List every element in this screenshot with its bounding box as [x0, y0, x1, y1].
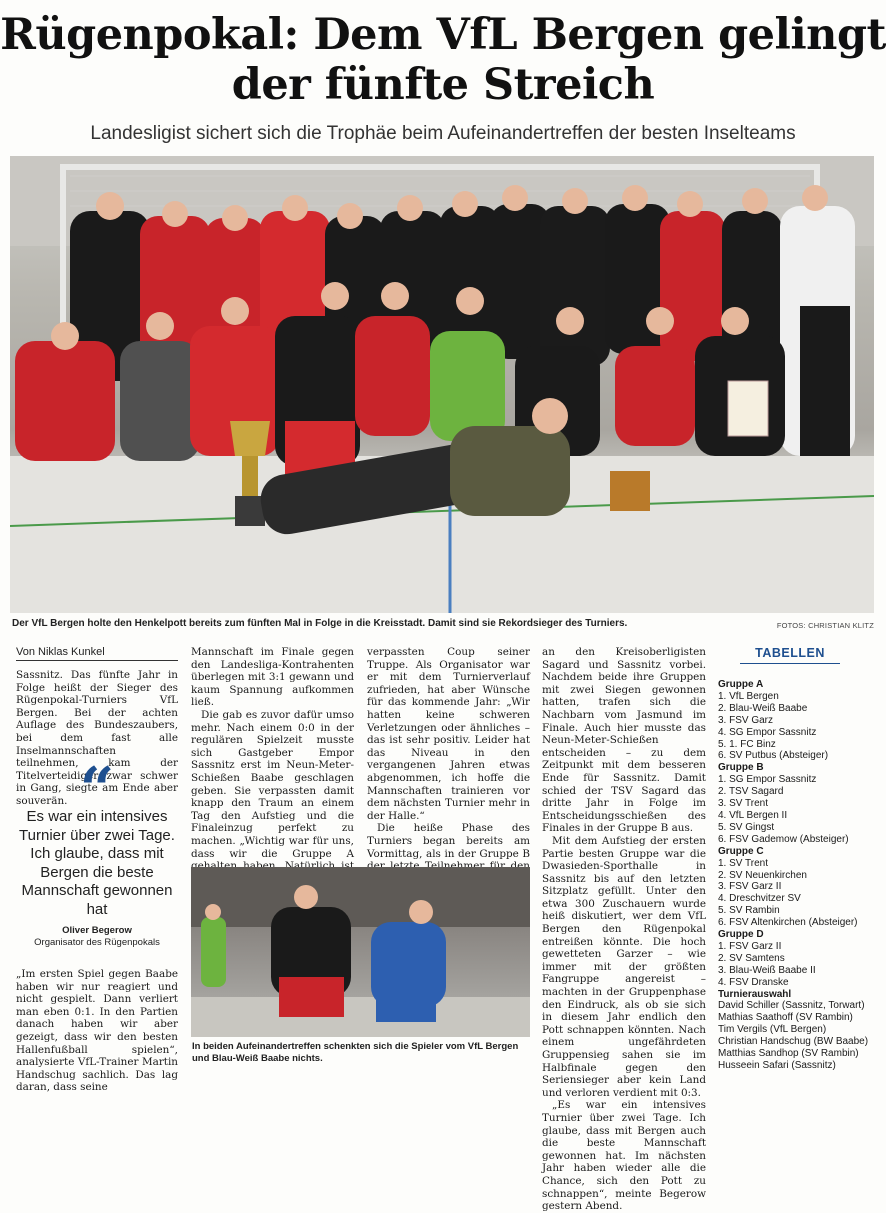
standings-item: 2. SV Neuenkirchen [718, 869, 807, 881]
standings-item: 6. FSV Gademow (Absteiger) [718, 833, 849, 845]
group-heading: Gruppe B [718, 762, 764, 774]
standings-item: 4. VfL Bergen II [718, 809, 788, 821]
group-heading: Turnierauswahl [718, 988, 792, 1000]
match-photo-caption: In beiden Aufeinandertreffen schenkten sich die Spieler vom VfL Bergen und Blau-Weiß Baabe nichts. [192, 1041, 519, 1064]
byline: Von Niklas Kunkel [16, 646, 105, 658]
standings-item: 3. Blau-Weiß Baabe II [718, 964, 816, 976]
article-column-1-bottom [16, 968, 178, 1094]
article-paragraph: Sassnitz. Das fünfte Jahr in Folge heißt der Sieger des Rügenpokal-Turniers VfL Bergen. Bei der achten Auflage des Bundeszaubers, bei dem fast alle Inselmannschaften teilnehmen, kam der Titelverteidiger zwar schwer in Gang, siegte am Ende aber souverän. [16, 669, 178, 807]
standings-item: 1. FSV Garz II [718, 940, 782, 952]
standings-item: 1. SV Trent [718, 857, 769, 869]
standings-item: Mathias Saathoff (SV Rambin) [718, 1012, 853, 1024]
standings-item: 4. FSV Dranske [718, 976, 789, 988]
standings-item: Husseein Safari (Sassnitz) [718, 1060, 836, 1071]
byline-divider [16, 660, 178, 661]
headline-line-2: der fünfte Streich [231, 60, 655, 110]
standings-item: 5. SV Gingst [718, 821, 775, 833]
group-heading: Gruppe A [718, 679, 764, 690]
match-photo [191, 867, 530, 1037]
article-column-4 [542, 646, 706, 1213]
article-paragraph: Mit dem Aufstieg der ersten Partie besten Gruppe war die Dwasieden-Sporthalle in Sassnitz bis auf den letzten Sitzplatz gefüllt. Unter den etwa 300 Zuschauern wurde heiß diskutiert, wer dem VfL Bergen den Rügenpokal entreißen könnte. Die hoch gewetteten Garzer – wie immer mit der größten Fangruppe angereist – machten in der Gruppenphase den Eindruck, als ob sie sich in diesem Jahr endlich den Pott schnappen könnten. Nach einem ungefährdeten Gruppensieg sahen sie im Halbfinale gegen den Seriensieger aber kein Land und verloren verdient mit 0:3. [542, 834, 706, 1099]
standings-item: 1. SG Empor Sassnitz [718, 774, 817, 786]
standings-list [718, 679, 878, 1072]
article-paragraph: Mannschaft im Finale gegen den Landesliga-Kontrahenten überlegen mit 3:1 gewann und kaum Spannung aufkommen ließ. [191, 646, 354, 709]
standings-item: Christian Handschug (BW Baabe) [718, 1036, 869, 1048]
standings-item: 6. FSV Altenkirchen (Absteiger) [718, 917, 858, 929]
group-heading: Gruppe D [718, 929, 764, 941]
tables-title: TABELLEN [755, 646, 825, 660]
standings-item: 2. Blau-Weiß Baabe [718, 702, 808, 714]
standings-item: Matthias Sandhop (SV Rambin) [718, 1048, 859, 1060]
pull-quote-role: Organisator des Rügenpokals [34, 937, 160, 948]
article-paragraph: verpassten Coup seiner Truppe. Als Organisator war er mit dem Turnierverlauf zufrieden, hat aber Wünsche für das kommende Jahr: „Wir hatten keine schweren Verletzungen oder ähnliches – das ist sehr positiv. Leider hat das Niveau in den vergangenen Jahren etwas abgenommen, ich hoffe die Mannschaften trainieren vor dem nächsten Turnier mehr in der Halle.“ [367, 646, 530, 822]
pull-quote-attribution [16, 925, 178, 949]
article-paragraph: „Es war ein intensives Turnier über zwei Tage. Ich glaube, dass mit Bergen auch die beste Mannschaft gewonnen hat. Im nächsten Jahr haben wieder alle die Chance, sich den Pott zu schnappen“, meinte Begerow gestern Abend. [542, 1099, 706, 1213]
subheadline: Landesligist sichert sich die Trophäe beim Aufeinandertreffen der besten Inselteams [90, 123, 796, 144]
standings-item: 3. SV Trent [718, 798, 769, 810]
team-photo [10, 156, 874, 613]
headline [0, 10, 886, 110]
pull-quote: Es war ein intensives Turnier über zwei Tage. Ich glaube, dass mit Bergen die beste Mannschaft gewonnen hat [19, 808, 175, 918]
standings-item: 1. VfL Bergen [718, 690, 779, 702]
article-paragraph: Die heiße Phase des Turniers began bereits am Vormittag, als in der Gruppe B [367, 822, 530, 860]
pull-quote-author: Oliver Begerow [62, 925, 132, 936]
photo-caption: Der VfL Bergen holte den Henkelpott bereits zum fünften Mal in Folge in die Kreisstadt. Damit sind sie Rekordsieger des Turniers. [12, 618, 628, 629]
standings-item: 4. Dreschvitzer SV [718, 893, 801, 905]
standings-item: 3. FSV Garz II [718, 881, 782, 893]
photo-credit: FOTOS: CHRISTIAN KLITZ [776, 621, 874, 630]
standings-item: Tim Vergils (VfL Bergen) [718, 1024, 827, 1036]
standings-item: 5. 1. FC Binz [718, 738, 776, 750]
quote-icon: “ [79, 755, 115, 825]
standings-item: 2. SV Samtens [718, 952, 785, 964]
tables-divider [740, 663, 840, 664]
article-paragraph: an den Kreisoberligisten Sagard und Sassnitz vorbei. Nachdem beide ihre Gruppen mit zwei Siegen gewonnen hatten, trafen sich die Nachbarn vom Jasmund im Finale. Auch hier musste das Neun-Meter-Schießen entscheiden – zu dem Zeitpunkt mit dem besseren Ende für Sassnitz. Damit schied der TSV Sagard das dritte Jahr in Folge im Entscheidungsschießen des Finales in der Gruppe B aus. [542, 646, 706, 835]
headline-line-1: Rügenpokal: Dem VfL Bergen gelingt [0, 10, 886, 60]
standings-item: 6. SV Putbus (Absteiger) [718, 750, 829, 762]
article-paragraph: „Im ersten Spiel gegen Baabe haben wir nur reagiert und nicht gespielt. Dann verliert man eben 0:1. In den Partien danach haben wir aber gezeigt, dass wir den besten Hallenfußball spielen“, analysierte VfL-Trainer Martin Handschug sachlich. Das lag daran, dass seine [16, 968, 178, 1094]
article-paragraph: Die gab es zuvor dafür umso mehr. Nach einem 0:0 in der regulären Spielzeit musste sich Gastgeber Empor Sassnitz erst im Neun-Meter-Schießen Baabe geschlagen geben. Sie verpassten damit knapp den Traum an einem Tag den Aufstieg und die Finaleinzug perfekt zu machen. „Wichtig war für uns, dass wir die Gruppe A [191, 708, 354, 860]
standings-item: 4. SG Empor Sassnitz [718, 726, 817, 738]
standings-item: 2. TSV Sagard [718, 786, 784, 798]
standings-item: David Schiller (Sassnitz, Torwart) [718, 1000, 865, 1012]
standings-item: 3. FSV Garz [718, 714, 774, 726]
standings-item: 5. SV Rambin [718, 905, 780, 917]
group-heading: Gruppe C [718, 845, 764, 857]
